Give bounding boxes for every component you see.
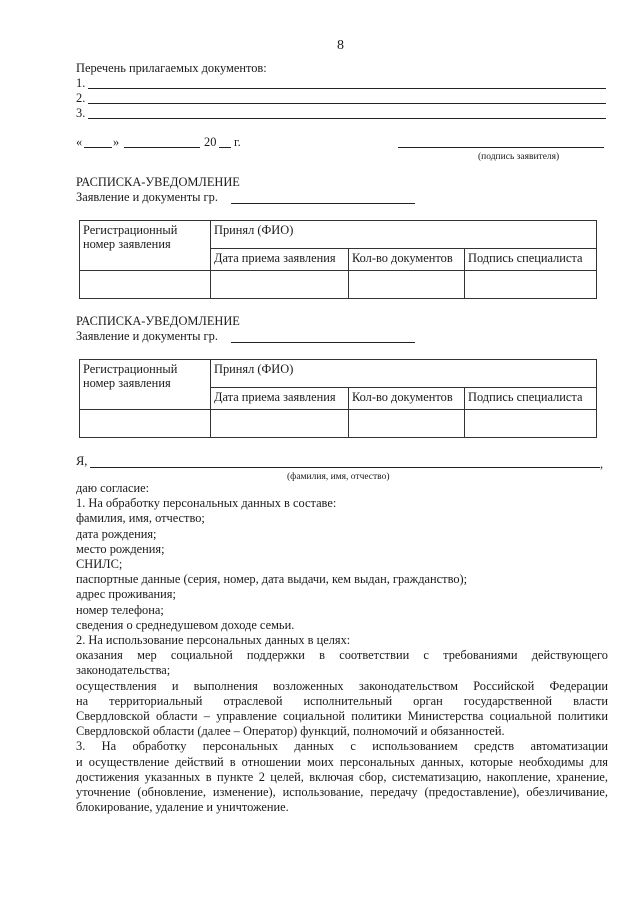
purpose-1-line: законодательства; <box>76 663 171 678</box>
consent-caption: (фамилия, имя, отчество) <box>287 472 390 482</box>
consent-body <box>76 481 608 815</box>
signature-caption: (подпись заявителя) <box>478 152 560 162</box>
date-year-line <box>219 147 231 148</box>
consent-line: адрес проживания; <box>76 587 176 602</box>
attachment-line-1 <box>88 88 606 89</box>
consent-line: паспортные данные (серия, номер, дата выдачи, кем выдан, гражданство); <box>76 572 468 587</box>
receipt-1-name-line <box>231 203 415 204</box>
item-3-line: 3. На обработку персональных данных с использованием средств автоматизации <box>76 739 608 754</box>
consent-line: 1. На обработку персональных данных в составе: <box>76 496 337 511</box>
page-number: 8 <box>337 38 344 53</box>
date-month-line <box>124 147 200 148</box>
signature-header: Подпись специалиста <box>465 388 597 410</box>
attachment-item-2: 2. <box>76 91 86 105</box>
reg-number-cell <box>80 410 211 438</box>
attachments-title: Перечень прилагаемых документов: <box>76 61 267 75</box>
date-day-line <box>84 147 112 148</box>
reg-number-cell <box>80 271 211 299</box>
item-3-line: достижения указанных в пункте 2 целей, включая сбор, систематизацию, накопление, хранение, <box>76 769 608 784</box>
date-cell <box>211 410 349 438</box>
attachment-line-2 <box>88 103 606 104</box>
date-quote-close: » <box>113 135 120 149</box>
item-3-line: уточнение (обновление, изменение), использование, передачу (предоставление), обезличивание, <box>76 785 608 800</box>
count-cell <box>349 410 465 438</box>
purpose-1-line: оказания мер социальной поддержки в соответствии с требованиями действующего <box>76 648 608 663</box>
attachment-line-3 <box>88 118 606 119</box>
receipt-1-table <box>79 220 597 299</box>
consent-comma: , <box>600 457 604 471</box>
purpose-2-line: Свердловской области – управление социальной политики Министерства социальной политики <box>76 709 608 724</box>
receipt-2-name-line <box>231 342 415 343</box>
date-cell <box>211 271 349 299</box>
receipt-1-title: РАСПИСКА-УВЕДОМЛЕНИЕ <box>76 175 240 189</box>
receipt-1-subtitle: Заявление и документы гр. <box>76 190 218 204</box>
consent-line: сведения о среднедушевом доходе семьи. <box>76 617 295 632</box>
signature-header: Подпись специалиста <box>465 249 597 271</box>
date-year-suffix: г. <box>234 135 241 149</box>
consent-line: даю согласие: <box>76 481 150 495</box>
signature-cell <box>465 410 597 438</box>
reg-number-header: Регистрационный номер заявления <box>80 221 211 271</box>
purpose-2-line: Свердловской области (далее – Оператор) функций, полномочий и обязанностей. <box>76 724 505 739</box>
consent-line: СНИЛС; <box>76 557 123 572</box>
count-header: Кол-во документов <box>349 249 465 271</box>
consent-line: 2. На использование персональных данных в целях: <box>76 633 351 648</box>
attachment-item-3: 3. <box>76 106 86 120</box>
purpose-2-line: на территориальный отраслевой исполнительный орган государственной власти <box>76 693 608 708</box>
purpose-2-line: осуществления и выполнения возложенных законодательством Российской Федерации <box>76 678 608 693</box>
consent-name-line <box>90 467 600 468</box>
consent-prefix: Я, <box>76 454 88 468</box>
date-header: Дата приема заявления <box>211 388 349 410</box>
date-year-prefix: 20 <box>204 135 217 149</box>
count-cell <box>349 271 465 299</box>
consent-line: дата рождения; <box>76 526 157 541</box>
consent-line: место рождения; <box>76 541 165 556</box>
reg-number-header: Регистрационный номер заявления <box>80 360 211 410</box>
item-3-line: блокирование, удаление и уничтожение. <box>76 800 289 815</box>
receipt-2-table <box>79 359 597 438</box>
item-3-line: и осуществление действий в отношении моих персональных данных, которые необходимы для <box>76 754 608 769</box>
accepted-by-header: Принял (ФИО) <box>211 221 597 249</box>
signature-line <box>398 147 604 148</box>
date-quote-open: « <box>76 135 83 149</box>
attachment-item-1: 1. <box>76 76 86 90</box>
receipt-2-subtitle: Заявление и документы гр. <box>76 329 218 343</box>
consent-line: фамилия, имя, отчество; <box>76 511 205 526</box>
signature-cell <box>465 271 597 299</box>
receipt-2-title: РАСПИСКА-УВЕДОМЛЕНИЕ <box>76 314 240 328</box>
accepted-by-header: Принял (ФИО) <box>211 360 597 388</box>
consent-line: номер телефона; <box>76 602 164 617</box>
count-header: Кол-во документов <box>349 388 465 410</box>
date-header: Дата приема заявления <box>211 249 349 271</box>
